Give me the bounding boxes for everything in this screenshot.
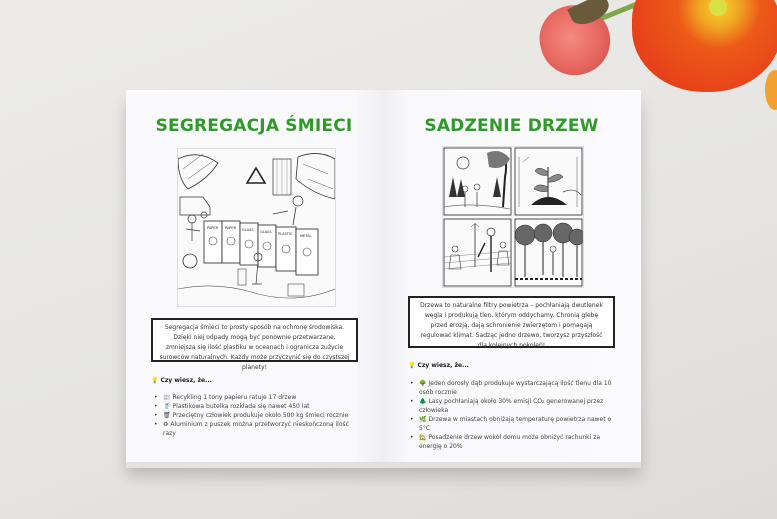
recycle-icon: ♻ <box>163 421 169 428</box>
fact-text: Plastikowa butelka rozkłada się nawet 450 lat <box>172 403 310 410</box>
page-title: SEGREGACJA ŚMIECI <box>155 116 353 136</box>
fact-item <box>410 433 615 451</box>
fact-text: Drzewa w miastach obniżają temperaturę powietrza nawet o 5°C <box>419 416 612 432</box>
facts-list <box>154 393 354 438</box>
svg-text:PLASTIC: PLASTIC <box>278 232 293 236</box>
tree-planting-illustration <box>442 146 584 288</box>
fact-item <box>154 402 354 411</box>
fact-item <box>154 393 354 402</box>
facts-heading <box>408 362 469 369</box>
recycling-illustration <box>177 148 336 307</box>
intro-text-box: Drzewa to naturalne filtry powietrza – pochłaniają dwutlenek węgla i produkują tlen, którym oddychamy. Chronią glebę przed erozją, dają schronienie zwierzętom i pomagają regulować klimat. Sadząc jedno drzewo, tworzysz przyszłość dla kolejnych pokoleń! <box>408 296 615 348</box>
svg-text:GLASS: GLASS <box>260 230 272 234</box>
fact-item <box>154 411 354 420</box>
intro-text-box: Segregacja śmieci to prosty sposób na ochronę środowiska. Dzięki niej odpady mogą być ponownie przetwarzane, zmniejsza się ilość plastiku w oceanach i ogranicza zużycie surowców naturalnych. Każdy może przyczynić się do czystszej planety! <box>151 318 358 362</box>
svg-text:METAL: METAL <box>300 234 312 238</box>
tree-planting-drawing <box>443 147 583 287</box>
fact-text: Jeden dorosły dąb produkuje wystarczającą ilość tlenu dla 10 osób rocznie <box>419 380 612 396</box>
right-page <box>382 90 641 462</box>
fact-text: Aluminium z puszek można przetworzyć nieskończoną ilość razy <box>163 421 349 437</box>
facts-heading <box>151 377 212 384</box>
house-icon: 🏡 <box>419 434 427 441</box>
left-page <box>126 90 382 462</box>
poppy-flower <box>632 0 777 92</box>
newspaper-icon: 📰 <box>163 394 171 401</box>
recycling-scene-drawing <box>178 149 335 306</box>
svg-text:GLASS: GLASS <box>242 228 254 232</box>
svg-text:PAPER: PAPER <box>207 226 219 230</box>
facts-list <box>410 379 615 451</box>
evergreen-icon: 🌲 <box>419 398 427 405</box>
bottle-icon: 🥤 <box>163 403 171 410</box>
svg-text:PAPER: PAPER <box>225 226 237 230</box>
poppy-side-petal <box>765 70 777 110</box>
fact-item <box>410 415 615 433</box>
facts-heading-label: Czy wiesz, że... <box>417 362 469 369</box>
fact-item <box>410 397 615 415</box>
lightbulb-icon: 💡 <box>151 377 159 384</box>
tree-icon: 🌳 <box>419 380 427 387</box>
fact-item <box>154 420 354 438</box>
page-title: SADZENIE DRZEW <box>424 116 599 136</box>
fact-text: Przeciętny człowiek produkuje około 500 kg śmieci rocznie <box>172 412 349 419</box>
lightbulb-icon: 💡 <box>408 362 416 369</box>
open-booklet <box>126 90 641 464</box>
leaf-icon: 🌿 <box>419 416 427 423</box>
trash-icon: 🗑 <box>163 412 171 419</box>
fact-text: Recykling 1 tony papieru ratuje 17 drzew <box>172 394 297 401</box>
fact-item <box>410 379 615 397</box>
facts-heading-label: Czy wiesz, że... <box>160 377 212 384</box>
fact-text: Lasy pochłaniają około 30% emisji CO₂ generowanej przez człowieka <box>419 398 604 414</box>
fact-text: Posadzenie drzew wokół domu może obniżyć rachunki za energię o 20% <box>419 434 601 450</box>
